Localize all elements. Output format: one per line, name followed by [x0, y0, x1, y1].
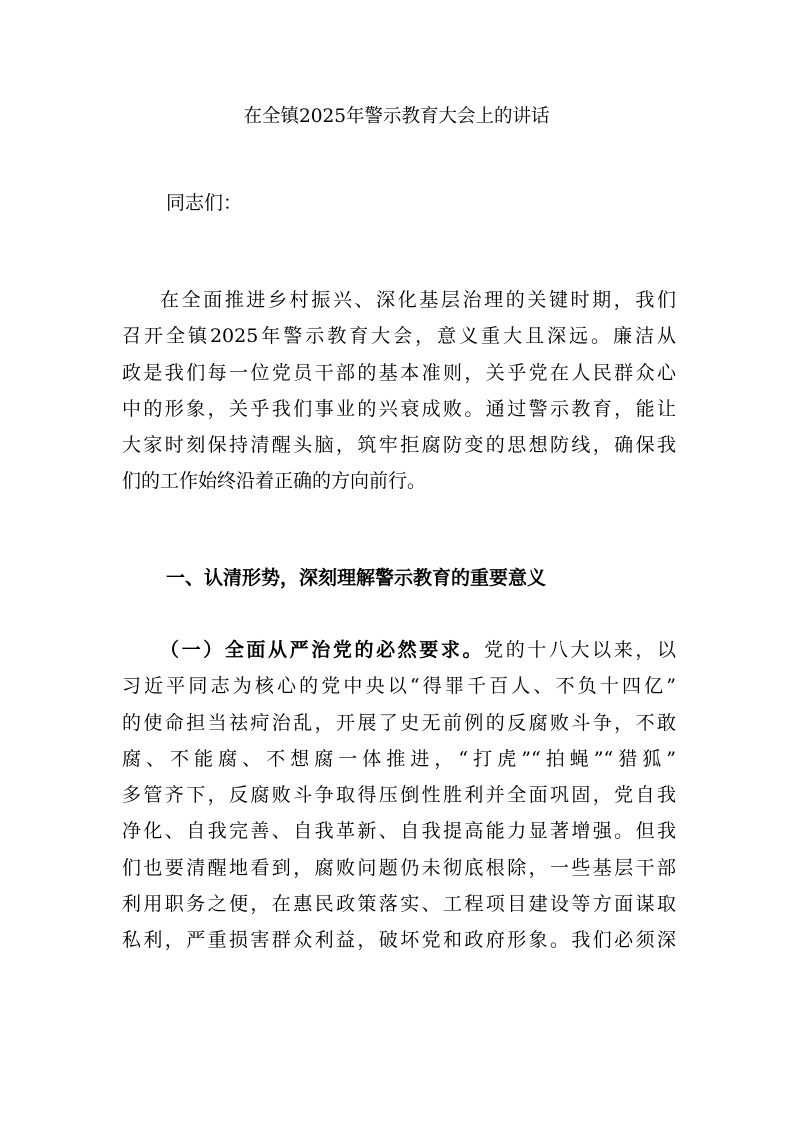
- paragraph-line: 习近平同志为核心的党中央以“得罪千百人、不负十四亿”: [122, 675, 676, 698]
- section-heading: 一、认清形势，深刻理解警示教育的重要意义: [166, 567, 547, 589]
- subsection-heading: （一）全面从严治党的必然要求。: [160, 639, 485, 661]
- paragraph-line: 利用职务之便，在惠民政策落实、工程项目建设等方面谋取: [122, 893, 676, 916]
- paragraph-intro: [122, 282, 676, 500]
- paragraph-line: 召开全镇2025年警示教育大会，意义重大且深远。廉洁从: [122, 325, 676, 348]
- paragraph-line: 腐、不能腐、不想腐一体推进，“打虎”“拍蝇”“猎狐”: [122, 747, 676, 770]
- paragraph-section-1: [122, 632, 676, 959]
- paragraph-line: 中的形象，关乎我们事业的兴衰成败。通过警示教育，能让: [122, 397, 676, 420]
- page-title: 在全镇2025年警示教育大会上的讲话: [243, 106, 550, 127]
- paragraph-line: 们的工作始终沿着正确的方向前行。: [122, 470, 427, 493]
- paragraph-line: 净化、自我完善、自我革新、自我提高能力显著增强。但我: [122, 820, 676, 843]
- paragraph-first-line-rest: 党的十八大以来，以: [484, 639, 676, 661]
- paragraph-line: 私利，严重损害群众利益，破坏党和政府形象。我们必须深: [122, 929, 676, 952]
- paragraph-line: 们也要清醒地看到，腐败问题仍未彻底根除，一些基层干部: [122, 856, 676, 879]
- paragraph-line: 在全面推进乡村振兴、深化基层治理的关键时期，我们: [160, 289, 676, 311]
- paragraph-line: 政是我们每一位党员干部的基本准则，关乎党在人民群众心: [122, 361, 676, 384]
- paragraph-line: 的使命担当祛疴治乱，开展了史无前例的反腐败斗争，不敢: [122, 711, 676, 734]
- paragraph-first-line: [122, 632, 676, 668]
- paragraph-line: 大家时刻保持清醒头脑，筑牢拒腐防变的思想防线，确保我: [122, 434, 676, 457]
- paragraph-line: 多管齐下，反腐败斗争取得压倒性胜利并全面巩固，党自我: [122, 784, 676, 807]
- salutation: 同志们：: [166, 192, 243, 214]
